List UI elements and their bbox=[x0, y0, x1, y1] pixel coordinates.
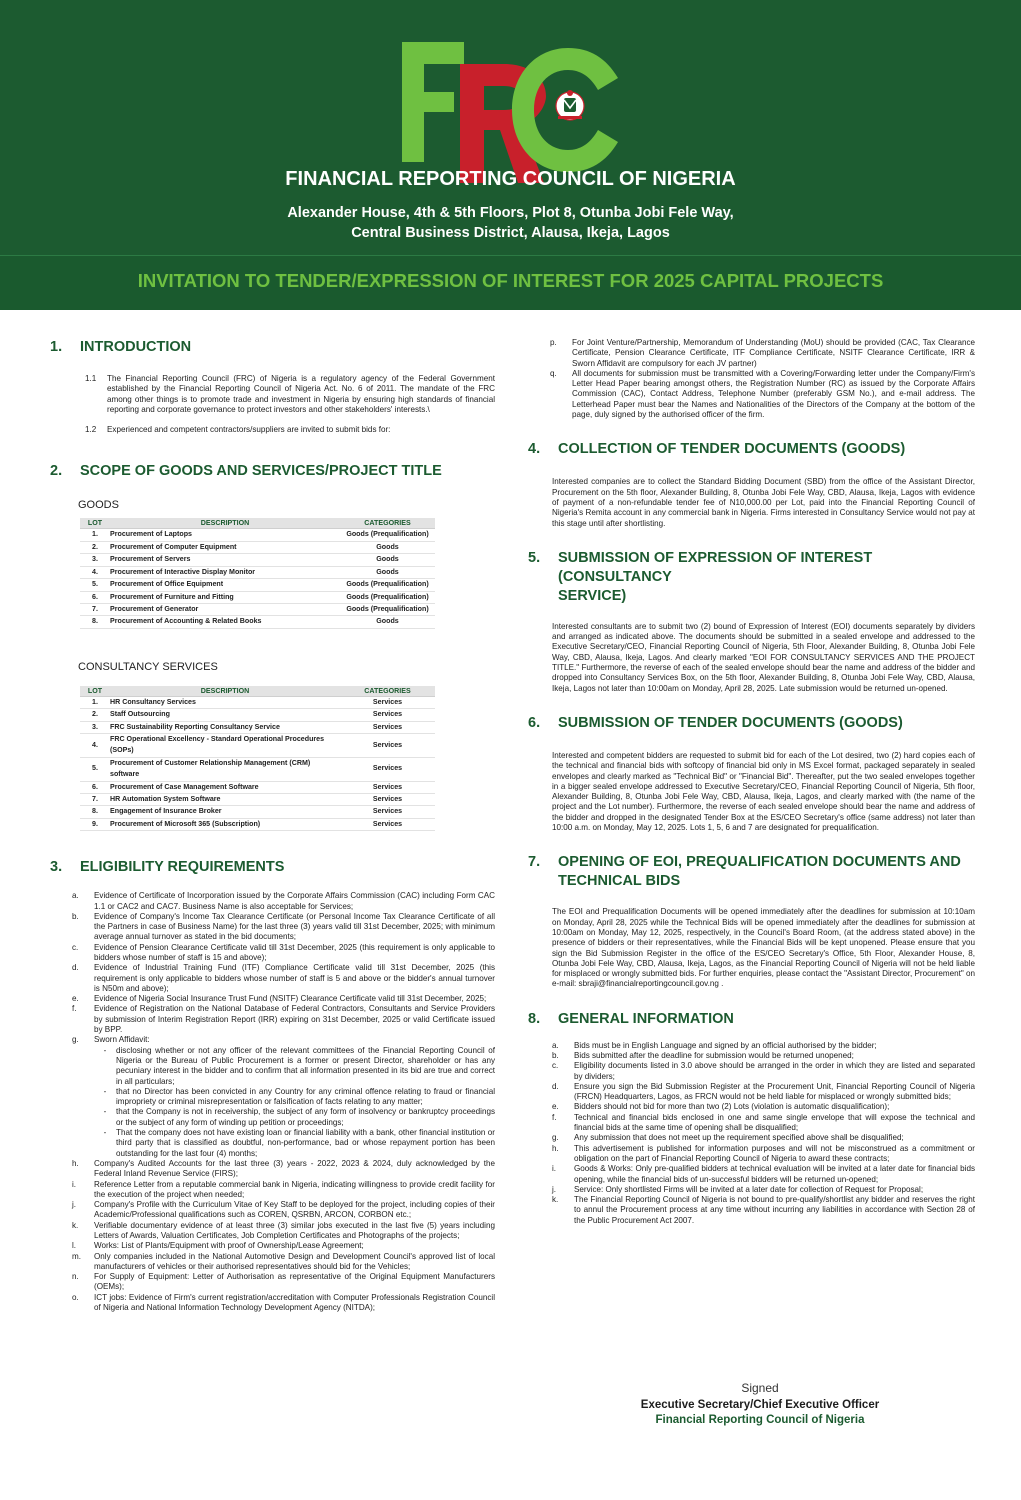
lot-cell: 2. bbox=[80, 541, 110, 553]
affidavit-item: - that the Company is not in receivership, the subject of any form of insolvency or bankruptcy proceedings or the subject of any form of winding up petition or proceedings; bbox=[103, 1107, 495, 1127]
item-text: Evidence of Company's Income Tax Clearance Certificate (or Personal Income Tax Clearance Certificate of all the Partners in case of Business Name) for the last three (3) years valid till 31st December, 2025; with minimum average annual turnover as stated in the bid documents; bbox=[94, 911, 495, 942]
item-letter: d. bbox=[552, 1081, 559, 1091]
section-title: SUBMISSION OF TENDER DOCUMENTS (GOODS) bbox=[558, 714, 903, 731]
paragraph-text: Experienced and competent contractors/suppliers are invited to submit bids for: bbox=[107, 425, 391, 435]
category-cell: Goods (Prequalification) bbox=[340, 529, 435, 541]
item-letter: d. bbox=[72, 963, 79, 973]
item-letter: i. bbox=[552, 1164, 557, 1174]
section-title: SCOPE OF GOODS AND SERVICES/PROJECT TITLE bbox=[80, 463, 442, 480]
section-title: COLLECTION OF TENDER DOCUMENTS (GOODS) bbox=[558, 441, 906, 458]
list-item bbox=[72, 1252, 495, 1273]
lot-cell: 8. bbox=[80, 806, 110, 818]
table-row bbox=[80, 529, 435, 541]
item-text: Bidders should not bid for more than two (2) Lots (violation is automatic disqualification); bbox=[574, 1102, 890, 1112]
section-title: ELIGIBILITY REQUIREMENTS bbox=[80, 859, 285, 876]
right-column bbox=[528, 338, 975, 1226]
category-cell: Services bbox=[340, 733, 435, 757]
table-row bbox=[80, 793, 435, 805]
lot-cell: 7. bbox=[80, 603, 110, 615]
eligibility-list bbox=[72, 891, 495, 1313]
description-cell: Procurement of Office Equipment bbox=[110, 579, 340, 591]
category-cell: Services bbox=[340, 709, 435, 721]
column-header-lot: LOT bbox=[80, 686, 110, 697]
item-letter: b. bbox=[72, 911, 79, 921]
item-letter: e. bbox=[72, 994, 79, 1004]
section-title: OPENING OF EOI, PREQUALIFICATION DOCUMENTS AND TECHNICAL BIDS bbox=[558, 854, 961, 890]
item-text: Sworn Affidavit: bbox=[94, 1035, 150, 1045]
lot-cell: 5. bbox=[80, 579, 110, 591]
lot-cell: 5. bbox=[80, 757, 110, 781]
signatory-organization: Financial Reporting Council of Nigeria bbox=[655, 1414, 865, 1426]
tender-submission-body: Interested and competent bidders are requested to submit bid for each of the Lot desired, two (2) hard copies each of the technical and financial bids with softcopy of financial bid only in MS Excel format, packaged separately in sealed envelopes and clearly marked as "Technical Bid" or "Financial Bid". Thereafter, put the two sealed envelopes together in a bigger sealed envelope addressed to Executive Secretary/CEO, Financial Reporting Council of Nigeria, 5th floor, Alexander Building, 8, Otunba Jobi Fele Way, CBD, Alausa, Ikeja, Lagos, and clearly marked with (the name of the project and the Lot number). Furthermore, the reverse of each sealed envelope should bear the name and address of the bidder and dropped in the designated Tender Box at the ES/CEO Secretary's office (same address) not later than 10:00 a.m. on Monday, May 12, 2025. Lots 1, 5, 6 and 7 are designated for prequalification. bbox=[552, 750, 975, 833]
description-cell: Procurement of Generator bbox=[110, 603, 340, 615]
frc-logo bbox=[400, 38, 622, 188]
item-text: Bids must be in English Language and signed by an official authorised by the bidder; bbox=[574, 1040, 877, 1050]
item-letter: b. bbox=[552, 1050, 559, 1060]
list-item bbox=[552, 1102, 975, 1112]
item-letter: k. bbox=[552, 1195, 559, 1205]
list-item bbox=[552, 1041, 975, 1051]
column-header-categories: CATEGORIES bbox=[340, 518, 435, 529]
section-heading-collection bbox=[528, 440, 975, 459]
item-text: For Supply of Equipment: Letter of Authorisation as representative of the Original Equipment Manufacturers (OEMs); bbox=[94, 1272, 495, 1292]
description-cell: Procurement of Laptops bbox=[110, 529, 340, 541]
table-row bbox=[80, 818, 435, 830]
lot-cell: 4. bbox=[80, 566, 110, 578]
table-row bbox=[80, 603, 435, 615]
category-cell: Services bbox=[340, 818, 435, 830]
address-line-2: Central Business District, Alausa, Ikeja, Lagos bbox=[351, 225, 670, 241]
list-item bbox=[72, 1035, 495, 1045]
section-number: 5. bbox=[528, 549, 541, 566]
table-header-row bbox=[80, 518, 435, 529]
collection-body: Interested companies are to collect the Standard Bidding Document (SBD) from the office of the Assistant Director, Procurement on the 5th floor, Alexander Building, 8, Otunba Jobi Fele Way, CBD, Alausa, Ikeja, Lagos with evidence of payment of a non-refundable tender fee of N10,000.00 per Lot, paid into the Financial Reporting Council of Nigeria's Remita account in any commercial bank in Nigeria. Firms interested in Consultancy Service would not pay at this stage until after shortlisting. bbox=[552, 477, 975, 528]
category-cell: Services bbox=[340, 757, 435, 781]
list-item bbox=[552, 1051, 975, 1061]
address-line-1: Alexander House, 4th & 5th Floors, Plot 8, Otunba Jobi Fele Way, bbox=[287, 205, 734, 221]
description-cell: FRC Operational Excellency - Standard Operational Procedures (SOPs) bbox=[110, 733, 340, 757]
item-letter: p. bbox=[550, 338, 557, 347]
category-cell: Goods bbox=[340, 554, 435, 566]
list-item bbox=[72, 1159, 495, 1180]
table-row bbox=[80, 566, 435, 578]
item-text: Ensure you sign the Bid Submission Register at the Procurement Unit, Financial Reporting Council of Nigeria (FRCN) Headquarters, Lagos, as FRCN would not be held liable for misplaced or wrongly submitted bids; bbox=[574, 1081, 975, 1102]
affidavit-text: that the Company is not in receivership, the subject of any form of insolvency or bankruptcy proceedings or the subject of any form of winding up petition or proceedings; bbox=[116, 1107, 495, 1127]
section-number: 6. bbox=[528, 714, 541, 731]
item-text: This advertisement is published for information purposes and will not be misconstrued as a commitment or obligation on the part of Financial Reporting Council of Nigeria to award these contracts; bbox=[574, 1143, 975, 1163]
table-row bbox=[80, 579, 435, 591]
item-text: Verifiable documentary evidence of at least three (3) similar jobs executed in the last five (5) years including Letters of Awards, Valuation Certificates, Job Completion Certificates and Photographs of the projects; bbox=[94, 1220, 495, 1240]
section-number: 3. bbox=[50, 859, 63, 876]
lot-cell: 8. bbox=[80, 616, 110, 628]
column-header-categories: CATEGORIES bbox=[340, 686, 435, 697]
item-text: Evidence of Industrial Training Fund (ITF) Compliance Certificate valid till 31st December, 2025 (this requirement is only applicable to bidders whose number of staff is 5 and above or the bidder's annual turnover is N50m and above); bbox=[94, 963, 495, 993]
paragraph-text: The Financial Reporting Council (FRC) of Nigeria is a regulatory agency of the Federal Government established by the Financial Reporting Council of Nigeria Act. No. 6 of 2011. The mandate of the FRC among other things is to promote trade and investment in Nigeria by ensuring high standards of financial reporting and corporate governance to protect investors and other stakeholders' interests.\ bbox=[107, 374, 495, 414]
item-text: Company's Audited Accounts for the last three (3) years - 2022, 2023 & 2024, duly acknowledged by the Federal Inland Revenue Service (FIRS); bbox=[94, 1158, 495, 1179]
item-text: Service: Only shortlisted Firms will be invited at a later date for collection of Request for Proposal; bbox=[574, 1184, 924, 1194]
left-column bbox=[50, 330, 495, 1313]
affidavit-item: - that no Director has been convicted in any Country for any criminal offence relating to fraud or financial impropriety or criminal misrepresentation or falsification of facts relating to any matter; bbox=[103, 1086, 495, 1107]
affidavit-text: That the company does not have existing loan or financial liability with a bank, other financial institution or third party that is classified as doubtful, non-performance, bad or whose repayment portion has been outstanding for the last four (4) months; bbox=[116, 1128, 495, 1158]
description-cell: HR Automation System Software bbox=[110, 793, 340, 805]
intro-paragraph-1-2 bbox=[85, 425, 495, 435]
item-text: Goods & Works: Only pre-qualified bidders at technical evaluation will be invited at a later date for financial bids opening, while the financial bids of un-successful bidders will be returned un-opened; bbox=[574, 1164, 975, 1184]
item-letter: q. bbox=[550, 368, 557, 378]
organization-name: FINANCIAL REPORTING COUNCIL OF NIGERIA bbox=[285, 168, 736, 190]
list-item bbox=[72, 912, 495, 943]
section-number: 8. bbox=[528, 1010, 541, 1027]
list-item bbox=[72, 994, 495, 1004]
list-item bbox=[72, 963, 495, 994]
table-row bbox=[80, 591, 435, 603]
table-row bbox=[80, 757, 435, 781]
section-heading-eoi-submission bbox=[528, 549, 975, 606]
item-letter: g. bbox=[72, 1035, 79, 1045]
list-item bbox=[552, 1144, 975, 1165]
item-letter: f. bbox=[72, 1004, 77, 1014]
category-cell: Goods (Prequalification) bbox=[340, 591, 435, 603]
item-letter: o. bbox=[72, 1292, 79, 1302]
list-item bbox=[72, 1004, 495, 1035]
item-letter: a. bbox=[552, 1040, 559, 1050]
item-letter: c. bbox=[72, 942, 79, 952]
section-heading-opening bbox=[528, 853, 975, 891]
item-letter: i. bbox=[72, 1179, 77, 1189]
consultancy-table bbox=[80, 686, 435, 831]
lot-cell: 2. bbox=[80, 709, 110, 721]
section-title: GENERAL INFORMATION bbox=[558, 1010, 734, 1027]
goods-label: GOODS bbox=[78, 499, 119, 512]
item-text: Only companies included in the National Automotive Design and Development Council's approved list of local manufacturers of vehicles or their authorised representatives should bid for the Vehicles; bbox=[94, 1251, 495, 1271]
affidavit-text: disclosing whether or not any officer of the relevant committees of the Financial Reporting Council of Nigeria or the Bureau of Public Procurement is a former or present Director, shareholder or has any pecuniary interest in the bidder and to confirm that all information presented in its bid are true and correct in all particulars; bbox=[116, 1045, 495, 1086]
lot-cell: 7. bbox=[80, 793, 110, 805]
table-row bbox=[80, 781, 435, 793]
description-cell: HR Consultancy Services bbox=[110, 696, 340, 708]
section-title: SUBMISSION OF EXPRESSION OF INTEREST (CONSULTANCY SERVICE) bbox=[558, 549, 873, 604]
lot-cell: 1. bbox=[80, 529, 110, 541]
item-text: Evidence of Pension Clearance Certificate valid till 31st December, 2025 (this requirement is only applicable to bidders whose number of staff is 15 and above); bbox=[94, 942, 495, 962]
consultancy-label: CONSULTANCY SERVICES bbox=[78, 660, 218, 673]
list-item bbox=[72, 891, 495, 912]
table-row bbox=[80, 616, 435, 628]
item-text: Bids submitted after the deadline for submission would be returned unopened; bbox=[574, 1050, 854, 1060]
list-item bbox=[72, 1241, 495, 1251]
category-cell: Services bbox=[340, 721, 435, 733]
lot-cell: 1. bbox=[80, 696, 110, 708]
section-title: INTRODUCTION bbox=[80, 339, 192, 355]
table-row bbox=[80, 806, 435, 818]
lot-cell: 3. bbox=[80, 721, 110, 733]
item-letter: c. bbox=[552, 1061, 559, 1071]
list-item bbox=[72, 1293, 495, 1314]
table-row bbox=[80, 721, 435, 733]
list-item bbox=[72, 1180, 495, 1201]
coat-of-arms-emblem bbox=[556, 90, 584, 120]
item-text: Any submission that does not meet up the requirement specified above shall be disqualified; bbox=[574, 1133, 904, 1143]
lot-cell: 9. bbox=[80, 818, 110, 830]
item-text: Technical and financial bids enclosed in one and same single envelope that will expose the technical and financial bids at the same time of opening shall be disqualified; bbox=[574, 1112, 975, 1133]
item-text: For Joint Venture/Partnership, Memorandum of Understanding (MoU) should be provided (CAC, Tax Clearance Certificate, Pension Clearance Certificate, ITF Compliance Certificate, NSITF Clearance Certificate, IRR & Sworn Affidavit are compulsory for each JV partner) bbox=[572, 338, 975, 368]
item-text: ICT jobs: Evidence of Firm's current registration/accreditation with Computer Professionals Registration Council of Nigeria and National Information Technology Development Agency (NITDA); bbox=[94, 1292, 495, 1313]
item-letter: j. bbox=[72, 1200, 77, 1210]
description-cell: Procurement of Computer Equipment bbox=[110, 541, 340, 553]
column-header-lot: LOT bbox=[80, 518, 110, 529]
lot-cell: 4. bbox=[80, 733, 110, 757]
table-row bbox=[80, 733, 435, 757]
signed-label: Signed bbox=[741, 1381, 779, 1395]
section-heading-scope bbox=[50, 462, 495, 481]
list-item bbox=[552, 1164, 975, 1185]
description-cell: Engagement of Insurance Broker bbox=[110, 806, 340, 818]
list-item bbox=[72, 1221, 495, 1242]
category-cell: Goods (Prequalification) bbox=[340, 603, 435, 615]
item-letter: g. bbox=[552, 1133, 559, 1143]
signature-block bbox=[600, 1381, 920, 1426]
item-text: Evidence of Certificate of Incorporation issued by the Corporate Affairs Commission (CAC) including Form CAC 1.1 or CAC2 and CAC7. Business Name is also acceptable for Services; bbox=[94, 891, 495, 911]
table-row bbox=[80, 554, 435, 566]
list-item bbox=[552, 1113, 975, 1134]
section-number: 4. bbox=[528, 441, 541, 458]
description-cell: Procurement of Microsoft 365 (Subscription) bbox=[110, 818, 340, 830]
category-cell: Goods bbox=[340, 616, 435, 628]
lot-cell: 6. bbox=[80, 781, 110, 793]
section-heading-tender-submission bbox=[528, 714, 975, 733]
list-item bbox=[552, 1185, 975, 1195]
category-cell: Services bbox=[340, 806, 435, 818]
item-letter: h. bbox=[72, 1158, 79, 1168]
section-number: 2. bbox=[50, 463, 63, 480]
column-header-description: DESCRIPTION bbox=[110, 518, 340, 529]
paragraph-number: 1.1 bbox=[85, 374, 97, 383]
category-cell: Services bbox=[340, 793, 435, 805]
lot-cell: 3. bbox=[80, 554, 110, 566]
table-row bbox=[80, 696, 435, 708]
item-text: Evidence of Nigeria Social Insurance Trust Fund (NSITF) Clearance Certificate valid till 31st December, 2025; bbox=[94, 994, 487, 1004]
item-letter: n. bbox=[72, 1272, 79, 1282]
description-cell: Procurement of Servers bbox=[110, 554, 340, 566]
category-cell: Goods (Prequalification) bbox=[340, 579, 435, 591]
section-number: 7. bbox=[528, 854, 541, 871]
category-cell: Services bbox=[340, 781, 435, 793]
category-cell: Goods bbox=[340, 566, 435, 578]
item-letter: j. bbox=[552, 1184, 557, 1194]
list-item bbox=[550, 369, 975, 420]
item-letter: k. bbox=[72, 1220, 79, 1230]
lot-cell: 6. bbox=[80, 591, 110, 603]
eoi-submission-body: Interested consultants are to submit two (2) bound of Expression of Interest (EOI) documents separately by dividers and arranged as indicated above. The documents should be submitted in a sealed envelope and addressed to the Executive Secretary/CEO, Financial Reporting Council of Nigeria, 5th Floor, Alexander Building, 8, Otunba Jobi Fele Way, CBD, Alausa, Ikeja, Lagos. And clearly marked "EOI FOR CONSULTANCY SERVICES AND THE PROJECT TITLE." Furthermore, the reverse of each of the sealed envelope should bear the name and address of the bidder and dropped into Consultancy Services Box, on the 5th floor, Alexander Building, 8, Otunba Jobi Fele Way, CBD, Alausa, Ikeja, Lagos not later than 10:00am on Monday, April 28, 2025. Late submission would be returned un-opened. bbox=[552, 621, 975, 693]
description-cell: Procurement of Case Management Software bbox=[110, 781, 340, 793]
category-cell: Services bbox=[340, 696, 435, 708]
description-cell: Procurement of Accounting & Related Books bbox=[110, 616, 340, 628]
item-letter: f. bbox=[552, 1112, 557, 1122]
section-number: 1. bbox=[50, 339, 63, 355]
item-text: Works: List of Plants/Equipment with proof of Ownership/Lease Agreement; bbox=[94, 1241, 364, 1251]
item-text: Evidence of Registration on the National Database of Federal Contractors, Consultants and Service Providers by submission of Interim Registration Report (IRR) expiring on 31st December, 2025 or valid Certificate issued by BPP. bbox=[94, 1004, 495, 1035]
description-cell: Procurement of Furniture and Fitting bbox=[110, 591, 340, 603]
item-letter: l. bbox=[72, 1241, 77, 1251]
list-item bbox=[550, 338, 975, 369]
column-header-description: DESCRIPTION bbox=[110, 686, 340, 697]
section-heading-introduction bbox=[50, 338, 495, 357]
list-item bbox=[72, 1272, 495, 1293]
item-text: Reference Letter from a reputable commercial bank in Nigeria, indicating willingness to provide credit facility for the execution of the project when needed; bbox=[94, 1179, 495, 1199]
affidavit-text: that no Director has been convicted in any Country for any criminal offence relating to fraud or financial impropriety or criminal misrepresentation or falsification of facts relating to any matter; bbox=[116, 1086, 495, 1107]
item-text: The Financial Reporting Council of Nigeria is not bound to pre-qualify/shortlist any bidder and reserves the right to annul the Procurement process at any time without incurring any liabilities in accordance with Section 28 of the Public Procurement Act 2007. bbox=[574, 1195, 975, 1225]
eligibility-list-continued bbox=[550, 338, 975, 420]
table-row bbox=[80, 541, 435, 553]
description-cell: FRC Sustainability Reporting Consultancy Service bbox=[110, 721, 340, 733]
table-header-row bbox=[80, 686, 435, 697]
list-item bbox=[72, 1200, 495, 1221]
list-item bbox=[72, 943, 495, 964]
general-info-list bbox=[552, 1041, 975, 1226]
table-row bbox=[80, 709, 435, 721]
item-letter: a. bbox=[72, 891, 79, 901]
item-text: All documents for submission must be transmitted with a Covering/Forwarding letter under the Company/Firm's Letter Head Paper bearing amongst others, the Registration Number (RC) as issued by the Corporate Affairs Commission (CAC), Contact Address, Telephone Number (preferably GSM No.), and e-mail address. The Letterhead Paper must bear the Names and Nationalities of the Directors of the Company at the bottom of the page, duly signed by the authorised officer of the firm. bbox=[572, 368, 975, 420]
goods-table bbox=[80, 518, 435, 628]
description-cell: Procurement of Interactive Display Monitor bbox=[110, 566, 340, 578]
section-heading-eligibility bbox=[50, 858, 495, 877]
frc-letters bbox=[402, 42, 618, 183]
item-letter: e. bbox=[552, 1102, 559, 1112]
list-item bbox=[552, 1061, 975, 1082]
description-cell: Procurement of Customer Relationship Management (CRM) software bbox=[110, 757, 340, 781]
list-item bbox=[552, 1195, 975, 1226]
intro-paragraph-1-1 bbox=[85, 374, 495, 415]
category-cell: Goods bbox=[340, 541, 435, 553]
item-letter: m. bbox=[72, 1251, 81, 1261]
list-item bbox=[552, 1082, 975, 1103]
signatory-title: Executive Secretary/Chief Executive Officer bbox=[640, 1399, 880, 1411]
affidavit-item: - That the company does not have existing loan or financial liability with a bank, other financial institution or third party that is classified as doubtful, non-performance, bad or whose repayment portion has been outstanding for the last four (4) months; bbox=[103, 1128, 495, 1158]
section-heading-general-info bbox=[528, 1010, 975, 1029]
organization-address bbox=[0, 203, 1021, 243]
opening-body: The EOI and Prequalification Documents will be opened immediately after the deadlines for submission at 10:10am on Monday, April 28, 2025 while the Technical Bids will be opened immediately after the deadlines for submission at 10:00am on Monday, May 12, 2025, respectively, in the Council's Board Room, (at the address stated above) in the presence of bidders or their representatives, while the Financial Bids will be kept unopened. Please ensure that you sign the Bid Submission Register in the office of the ES/CEO Secretary's Office, 5th Floor, Alexander House, 8, Otunba Jobi Fele Way, CBD, Alausa, Ikeja, Lagos, as the Financial Reporting Council of Nigeria will not be held liable for misplaced or wrongly submitted bids. For further enquiries, please contact the "Assistant Director, Procurement" on e-mail: sbraji@financialreportingcouncil.gov.ng . bbox=[552, 907, 975, 989]
affidavit-item: - disclosing whether or not any officer of the relevant committees of the Financial Reporting Council of Nigeria or the Bureau of Public Procurement is a former or present Director, shareholder or has any pecuniary interest in the bidder and to confirm that all information presented in its bid are true and correct in all particulars; bbox=[103, 1045, 495, 1086]
description-cell: Staff Outsourcing bbox=[110, 709, 340, 721]
item-letter: h. bbox=[552, 1143, 559, 1153]
list-item bbox=[552, 1133, 975, 1143]
document-title: INVITATION TO TENDER/EXPRESSION OF INTEREST FOR 2025 CAPITAL PROJECTS bbox=[137, 270, 884, 291]
paragraph-number: 1.2 bbox=[85, 425, 97, 435]
item-text: Eligibility documents listed in 3.0 above should be arranged in the order in which they are listed and separated by dividers; bbox=[574, 1061, 975, 1081]
item-text: Company's Profile with the Curriculum Vitae of Key Staff to be deployed for the project, including copies of their Academic/Professional qualifications such as COREN, QSRBN, ARCON, CORBON etc.; bbox=[94, 1200, 495, 1220]
